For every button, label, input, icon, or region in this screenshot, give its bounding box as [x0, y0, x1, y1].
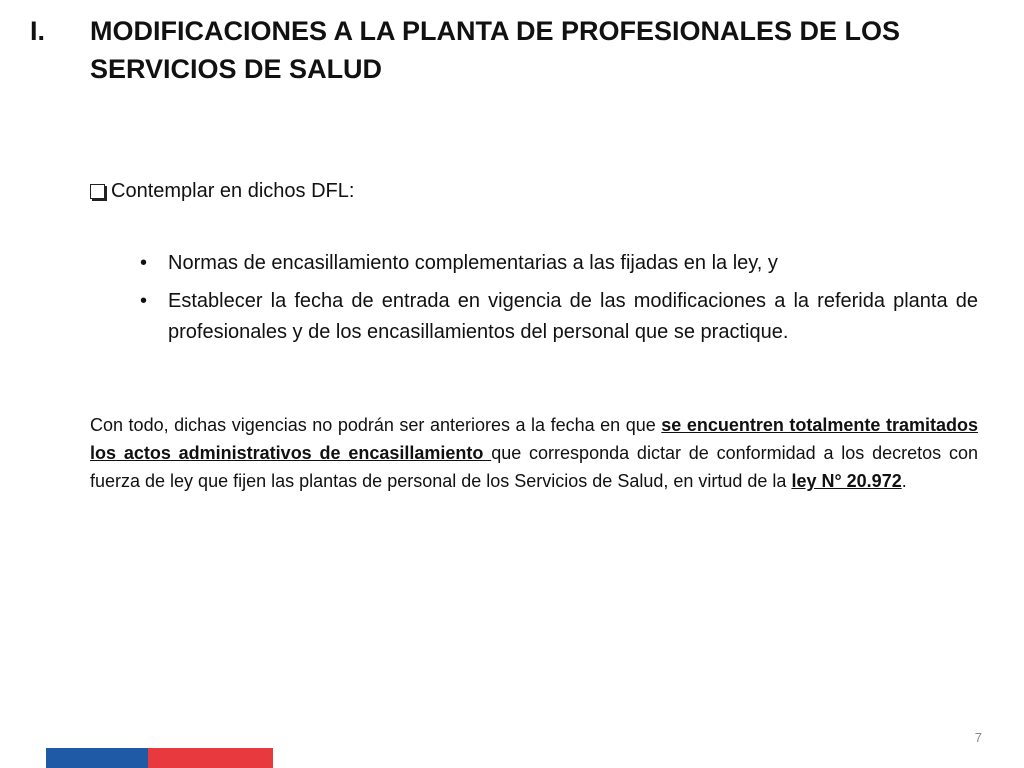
checkbox-icon [90, 184, 105, 199]
title-text: MODIFICACIONES A LA PLANTA DE PROFESIONALES DE LOS SERVICIOS DE SALUD [90, 16, 901, 84]
paragraph-underline2: ley N° 20.972 [791, 471, 902, 491]
list-item-text: Normas de encasillamiento complementarias a las fijadas en la ley, y [168, 252, 778, 274]
paragraph-part1: Con todo, dichas vigencias no podrán ser anteriores a la fecha en que [90, 415, 662, 435]
body-paragraph [90, 411, 978, 495]
footer-red-block [148, 748, 273, 768]
list-item [140, 286, 978, 348]
bullet-list [140, 248, 978, 355]
list-item [140, 248, 978, 279]
list-item-text: Establecer la fecha de entrada en vigencia de las modificaciones a la referida planta de profesionales y de los encasillamientos del personal que se practique. [168, 290, 978, 343]
slide-title [30, 12, 990, 88]
paragraph-part3: . [901, 471, 907, 491]
bullet-icon: • [140, 290, 148, 312]
bullet-icon: • [140, 252, 148, 274]
paragraph-underline1: se encuentren totalmente tramitados los actos administrativos de encasillamiento [90, 415, 978, 463]
section-heading [90, 176, 354, 206]
title-number: I. [30, 16, 46, 46]
section-heading-text: Contemplar en dichos DFL: [111, 180, 355, 202]
page-number: 7 [974, 730, 982, 745]
footer-blue-block [46, 748, 148, 768]
footer-color-bar [46, 748, 273, 768]
paragraph-part2: que corresponda dictar de conformidad a los decretos con fuerza de ley que fijen las plantas de personal de los Servicios de Salud, en virtud de la [90, 443, 978, 491]
